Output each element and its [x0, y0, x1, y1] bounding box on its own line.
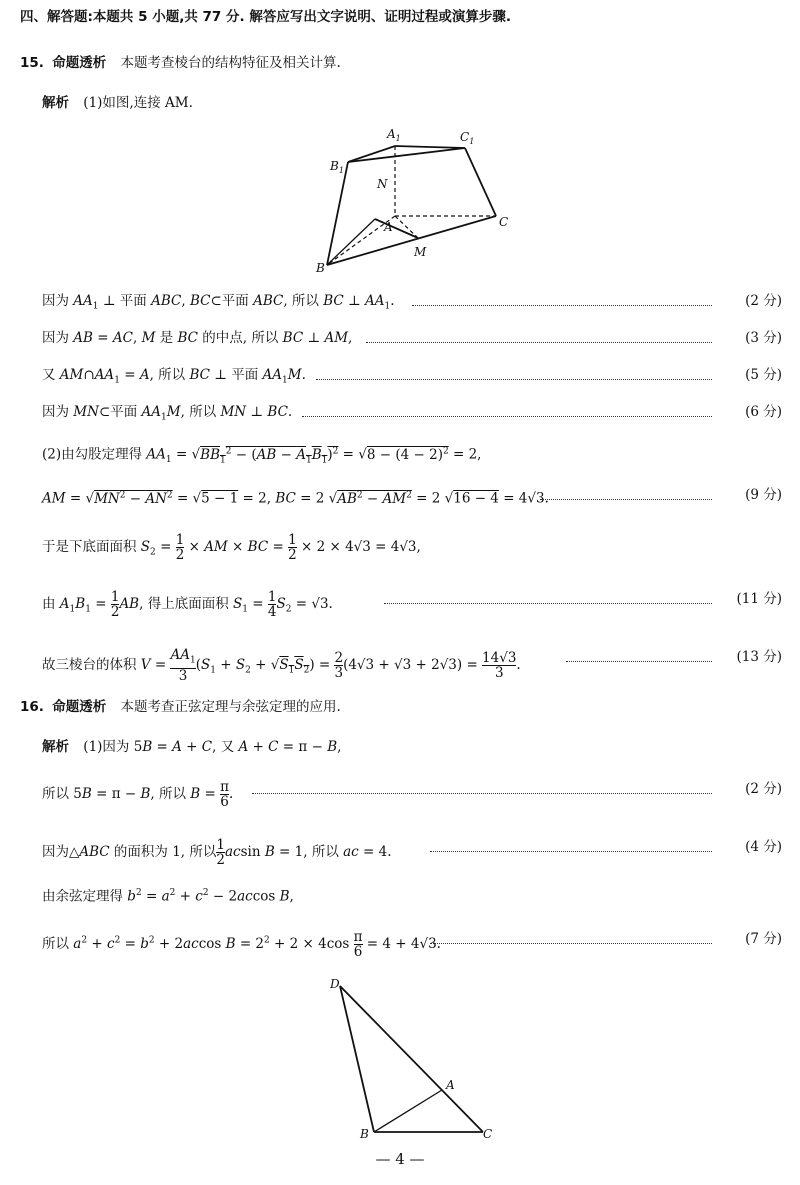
q15-part2-line5-leader — [566, 661, 712, 662]
q15-number: 15. — [20, 55, 44, 71]
q16-line3-score: (4 分) — [745, 839, 782, 855]
q15-step-3-score: (5 分) — [745, 367, 782, 383]
label-d: D — [330, 977, 340, 991]
q15-step-2-leader — [366, 342, 712, 343]
q16-line1: 解析 (1)因为 5B = A + C, 又 A + C = π − B, — [42, 739, 342, 755]
q15-part2-line5-score: (13 分) — [736, 649, 782, 665]
q16-line5: 所以 $a^2 + c^2 = b^2 + 2accos$ $B = 2^2 + 2 \times 4\cos$ $\frac{\pi}{6}$ = 4 + 4√3. — [42, 929, 441, 960]
q15-intent-text: 本题考查棱台的结构特征及相关计算. — [120, 55, 341, 71]
q16-analysis-label: 解析 — [42, 739, 69, 755]
q16-line2-score: (2 分) — [745, 781, 782, 797]
label-c: C — [483, 1127, 493, 1141]
q15-step-2: 因为 AB = AC, M 是 BC 的中点, 所以 BC ⊥ AM, — [42, 330, 353, 346]
q15-intent-label: 命题透析 — [52, 55, 107, 71]
edge-b-a — [374, 1090, 442, 1132]
q15-step-4-leader — [302, 416, 712, 417]
q15-analysis-line — [42, 94, 193, 112]
q15-step-1-leader — [412, 305, 712, 306]
edge-a1-c1 — [395, 146, 465, 148]
label-n: N — [377, 177, 388, 191]
label-a: A — [446, 1078, 455, 1092]
label-b: B — [360, 1127, 369, 1141]
label-b: B — [316, 261, 325, 275]
q15-step-2-score: (3 分) — [745, 330, 782, 346]
q15-step-3: 又 $AM\cap AA_1 = A$, 所以 BC ⊥ 平面 $AA_1M$. — [42, 367, 306, 386]
label-c1: $C_1$ — [460, 130, 475, 146]
q16-triangle-figure — [320, 972, 510, 1147]
q16-line5-score: (7 分) — [745, 931, 782, 947]
label-a: A — [384, 220, 393, 234]
q15-part2-line5: 故三棱台的体积 V = $\frac{AA_1}{3}$ $(S_1 + S_2 + √S_1S_2)$ = $\frac{2}{3}$ (4√3 + √3 + 2√3) = $\frac{14√3}{3}$ . — [42, 647, 521, 684]
edge-a-m — [395, 216, 418, 238]
edge-n-m — [375, 219, 418, 238]
label-c: C — [499, 215, 509, 229]
q15-frustum-figure — [300, 118, 530, 280]
q16-line3-leader — [430, 851, 712, 852]
edge-b1-b — [327, 162, 348, 265]
q15-part2-line4-score: (11 分) — [736, 591, 782, 607]
q16-line2: 所以 5B = π − B, 所以 B = $\frac{\pi}{6}$ . — [42, 779, 234, 810]
q16-line3: 因为△ABC 的面积为 1, 所以 $\frac{1}{2}$ acsin B = 1, 所以 ac = 4. — [42, 837, 392, 868]
q16-line2-leader — [252, 793, 712, 794]
q16-intent-text: 本题考查正弦定理与余弦定理的应用. — [120, 699, 341, 715]
q15-part2-line2-leader — [540, 499, 712, 500]
edge-d-c — [340, 986, 483, 1132]
q15-step-1: 因为 $AA_1$ ⊥ 平面 ABC, BC⊂平面 ABC, 所以 BC ⊥ $AA_1$. — [42, 293, 395, 312]
q16-intent-line — [20, 698, 341, 716]
q15-part2-line1: (2)由勾股定理得 $AA_1 = √BB_1^2 - (AB - A_1B_1)^2 = √8 - (4 - 2)^2 = 2$, — [42, 446, 482, 466]
q15-step-4: 因为 MN⊂平面 $AA_1M$, 所以 MN ⊥ BC. — [42, 404, 293, 423]
q15-step-3-leader — [316, 379, 712, 380]
q16-number: 16. — [20, 699, 44, 715]
q15-step-4-score: (6 分) — [745, 404, 782, 420]
q15-part2-line2-score: (9 分) — [745, 487, 782, 503]
label-b1: $B_1$ — [330, 159, 344, 175]
q15-part2-line3: 于是下底面面积 $S_2$ = $\frac{1}{2}$ × AM × BC = $\frac{1}{2}$ × 2 × 4√3 = 4√3, — [42, 532, 421, 563]
q15-part2-line4-leader — [384, 603, 712, 604]
q15-part1-intro: (1)如图,连接 AM. — [83, 95, 193, 111]
edge-c1-c — [465, 148, 496, 216]
label-a1: $A_1$ — [387, 127, 401, 143]
q15-analysis-label: 解析 — [42, 95, 69, 111]
q15-intent-line — [20, 54, 341, 72]
edge-b1-c1 — [348, 148, 465, 162]
label-m: M — [414, 245, 427, 259]
edge-d-b — [340, 986, 374, 1132]
q16-intent-label: 命题透析 — [52, 699, 107, 715]
q15-part2-line4: 由 $A_1B_1$ = $\frac{1}{2}$ AB, 得上底面面积 $S_1$ = $\frac{1}{4}$ $S_2 = √3$. — [42, 589, 333, 620]
q15-part2-line2: AM = $√MN^2 - AN^2 = √5 - 1 = 2$, BC = 2 $√AB^2 - AM^2 = 2$ √16 − 4 = 4√3. — [42, 490, 549, 507]
section-header: 四、解答题:本题共 5 小题,共 77 分. 解答应写出文字说明、证明过程或演算步骤. — [20, 9, 511, 25]
q15-step-1-score: (2 分) — [745, 293, 782, 309]
q16-line5-leader — [430, 943, 712, 944]
page-number: — 4 — — [375, 1150, 425, 1168]
q16-line4: 由余弦定理得 $b^2 = a^2 + c^2 - 2accos$ B, — [42, 888, 294, 905]
